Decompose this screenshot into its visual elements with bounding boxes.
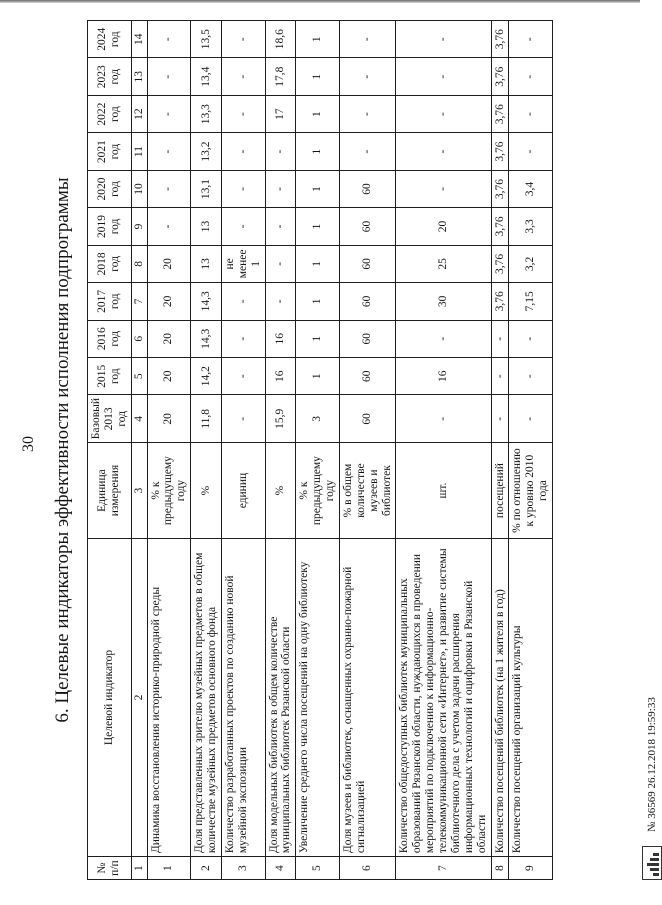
value-cell: 60: [339, 245, 396, 282]
row-number: 4: [265, 857, 296, 880]
registry-logo-icon: [642, 846, 662, 880]
unit-cell: % по отношению к уровню 2010 года: [509, 443, 553, 539]
value-cell: 3: [296, 395, 340, 443]
index-cell: 11: [131, 133, 147, 170]
value-cell: -: [265, 170, 296, 207]
table-row: [265, 21, 296, 880]
table-row: [296, 21, 340, 880]
value-cell: -: [396, 395, 491, 443]
value-cell: 17,8: [265, 58, 296, 95]
value-cell: -: [221, 357, 265, 394]
value-cell: 14,3: [191, 320, 222, 357]
value-cell: -: [221, 58, 265, 95]
indicator-name: Динамика восстановления историко-природной среды: [147, 538, 191, 856]
col-header: Базовый 2013 год: [88, 395, 132, 443]
value-cell: -: [396, 170, 491, 207]
registration-stamp: [642, 697, 662, 880]
value-cell: -: [509, 357, 553, 394]
value-cell: -: [491, 395, 509, 443]
index-cell: 8: [131, 245, 147, 282]
value-cell: -: [396, 58, 491, 95]
value-cell: 13,5: [191, 21, 222, 58]
value-cell: -: [265, 133, 296, 170]
value-cell: 1: [296, 133, 340, 170]
unit-cell: %: [265, 443, 296, 539]
col-header: Целевой индикатор: [88, 538, 132, 856]
value-cell: -: [396, 95, 491, 132]
value-cell: -: [509, 320, 553, 357]
table-row: [509, 21, 553, 880]
value-cell: 20: [147, 283, 191, 320]
value-cell: 3,76: [491, 21, 509, 58]
value-cell: 3,76: [491, 245, 509, 282]
indicators-table-wrap: [87, 20, 553, 880]
indicator-name: Доля представленных зрителю музейных предметов в общем количестве музейных предметов основного фонда: [191, 538, 222, 856]
value-cell: 1: [296, 283, 340, 320]
value-cell: 25: [396, 245, 491, 282]
unit-cell: единиц: [221, 443, 265, 539]
value-cell: 3,76: [491, 283, 509, 320]
value-cell: 20: [147, 245, 191, 282]
value-cell: -: [509, 58, 553, 95]
value-cell: -: [221, 133, 265, 170]
index-cell: 2: [131, 538, 147, 856]
value-cell: 1: [296, 58, 340, 95]
value-cell: 3,76: [491, 133, 509, 170]
value-cell: 15,9: [265, 395, 296, 443]
value-cell: -: [221, 320, 265, 357]
row-number: 6: [339, 857, 396, 880]
table-row: [339, 21, 396, 880]
value-cell: 3,76: [491, 58, 509, 95]
value-cell: -: [509, 395, 553, 443]
value-cell: 17: [265, 95, 296, 132]
value-cell: -: [491, 357, 509, 394]
table-row: [147, 21, 191, 880]
indicator-name: Количество разработанных проектов по созданию новой музейной экспозиции: [221, 538, 265, 856]
value-cell: 3,76: [491, 95, 509, 132]
index-cell: 12: [131, 95, 147, 132]
value-cell: 13,4: [191, 58, 222, 95]
col-header: 2015 год: [88, 357, 132, 394]
index-cell: 5: [131, 357, 147, 394]
indicator-name: Количество посещений библиотек (на 1 жителя в год): [491, 538, 509, 856]
index-cell: 6: [131, 320, 147, 357]
value-cell: 3,76: [491, 208, 509, 245]
page-number: 30: [20, 436, 37, 452]
col-header: Единица измерения: [88, 443, 132, 539]
value-cell: 11,8: [191, 395, 222, 443]
unit-cell: % в общем количестве музеев и библиотек: [339, 443, 396, 539]
indicators-table: [87, 20, 553, 880]
col-header: 2022 год: [88, 95, 132, 132]
row-number: 7: [396, 857, 491, 880]
value-cell: 18,6: [265, 21, 296, 58]
table-body: [131, 21, 552, 880]
value-cell: 1: [296, 208, 340, 245]
header-row: [88, 21, 132, 880]
table-row: [221, 21, 265, 880]
row-number: 8: [491, 857, 509, 880]
value-cell: -: [221, 170, 265, 207]
value-cell: 13,3: [191, 95, 222, 132]
value-cell: 13,1: [191, 170, 222, 207]
value-cell: -: [509, 95, 553, 132]
col-header: 2020 год: [88, 170, 132, 207]
value-cell: 13: [191, 245, 222, 282]
value-cell: -: [221, 395, 265, 443]
index-cell: 14: [131, 21, 147, 58]
scan-edge: [0, 0, 640, 3]
indicator-name: Увеличение среднего числа посещений на одну библиотеку: [296, 538, 340, 856]
value-cell: -: [339, 133, 396, 170]
value-cell: -: [339, 21, 396, 58]
value-cell: -: [221, 21, 265, 58]
column-index-row: [131, 21, 147, 880]
value-cell: -: [147, 133, 191, 170]
value-cell: 30: [396, 283, 491, 320]
value-cell: -: [491, 320, 509, 357]
rotated-page-content: [52, 20, 658, 880]
value-cell: 16: [265, 320, 296, 357]
value-cell: 60: [339, 320, 396, 357]
value-cell: 1: [296, 170, 340, 207]
row-number: 9: [509, 857, 553, 880]
value-cell: 20: [147, 357, 191, 394]
col-header: 2018 год: [88, 245, 132, 282]
row-number: 5: [296, 857, 340, 880]
section-heading: 6. Целевые индикаторы эффективности исполнения подпрограммы: [52, 177, 73, 723]
value-cell: 16: [265, 357, 296, 394]
value-cell: 3,76: [491, 170, 509, 207]
value-cell: -: [221, 208, 265, 245]
col-header: 2017 год: [88, 283, 132, 320]
value-cell: -: [147, 58, 191, 95]
value-cell: 14,3: [191, 283, 222, 320]
value-cell: -: [509, 21, 553, 58]
col-header: 2021 год: [88, 133, 132, 170]
index-cell: 13: [131, 58, 147, 95]
value-cell: не менее 1: [221, 245, 265, 282]
value-cell: 1: [296, 357, 340, 394]
unit-cell: шт.: [396, 443, 491, 539]
col-header: 2024 год: [88, 21, 132, 58]
indicator-name: Доля музеев и библиотек, оснащенных охранно-пожарной сигнализацией: [339, 538, 396, 856]
value-cell: 1: [296, 320, 340, 357]
col-header: № п/п: [88, 857, 132, 880]
value-cell: 60: [339, 170, 396, 207]
value-cell: 14,2: [191, 357, 222, 394]
value-cell: 1: [296, 95, 340, 132]
value-cell: 7,15: [509, 283, 553, 320]
value-cell: 60: [339, 395, 396, 443]
value-cell: 60: [339, 357, 396, 394]
index-cell: 9: [131, 208, 147, 245]
value-cell: 3,2: [509, 245, 553, 282]
index-cell: 10: [131, 170, 147, 207]
value-cell: -: [339, 58, 396, 95]
value-cell: 60: [339, 208, 396, 245]
row-number: 2: [191, 857, 222, 880]
value-cell: -: [265, 245, 296, 282]
unit-cell: посещений: [491, 443, 509, 539]
unit-cell: % к предыдущему году: [296, 443, 340, 539]
row-number: 3: [221, 857, 265, 880]
value-cell: -: [509, 133, 553, 170]
unit-cell: %: [191, 443, 222, 539]
row-number: 1: [147, 857, 191, 880]
value-cell: 1: [296, 21, 340, 58]
index-cell: 4: [131, 395, 147, 443]
value-cell: 16: [396, 357, 491, 394]
value-cell: -: [396, 21, 491, 58]
table-row: [396, 21, 491, 880]
value-cell: 1: [296, 245, 340, 282]
value-cell: -: [265, 208, 296, 245]
col-header: 2023 год: [88, 58, 132, 95]
value-cell: 60: [339, 283, 396, 320]
index-cell: 7: [131, 283, 147, 320]
value-cell: -: [221, 95, 265, 132]
indicator-name: Доля модельных библиотек в общем количестве муниципальных библиотек Рязанской области: [265, 538, 296, 856]
indicator-name: Количество общедоступных библиотек муниципальных образований Рязанской области, нуждающихся в проведении мероприятий по подключению к информационно-телекоммуникационной сети «Интернет», и развитие системы библиотечного дела с учетом задачи расширения информационных технологий и оцифровки в Рязанской области: [396, 538, 491, 856]
value-cell: -: [265, 283, 296, 320]
index-cell: 3: [131, 443, 147, 539]
value-cell: -: [221, 283, 265, 320]
value-cell: 20: [147, 320, 191, 357]
table-row: [491, 21, 509, 880]
value-cell: 20: [147, 395, 191, 443]
value-cell: -: [339, 95, 396, 132]
value-cell: 20: [396, 208, 491, 245]
unit-cell: % к предыдущему году: [147, 443, 191, 539]
value-cell: 13: [191, 208, 222, 245]
value-cell: -: [147, 95, 191, 132]
value-cell: 13,2: [191, 133, 222, 170]
value-cell: -: [147, 21, 191, 58]
col-header: 2016 год: [88, 320, 132, 357]
registration-number: № 36569 26.12.2018 19:59:33: [646, 697, 658, 832]
value-cell: -: [396, 133, 491, 170]
value-cell: -: [147, 170, 191, 207]
col-header: 2019 год: [88, 208, 132, 245]
indicator-name: Количество посещений организаций культуры: [509, 538, 553, 856]
value-cell: 3,4: [509, 170, 553, 207]
value-cell: 3,3: [509, 208, 553, 245]
value-cell: -: [396, 320, 491, 357]
table-row: [191, 21, 222, 880]
index-cell: 1: [131, 857, 147, 880]
value-cell: -: [147, 208, 191, 245]
